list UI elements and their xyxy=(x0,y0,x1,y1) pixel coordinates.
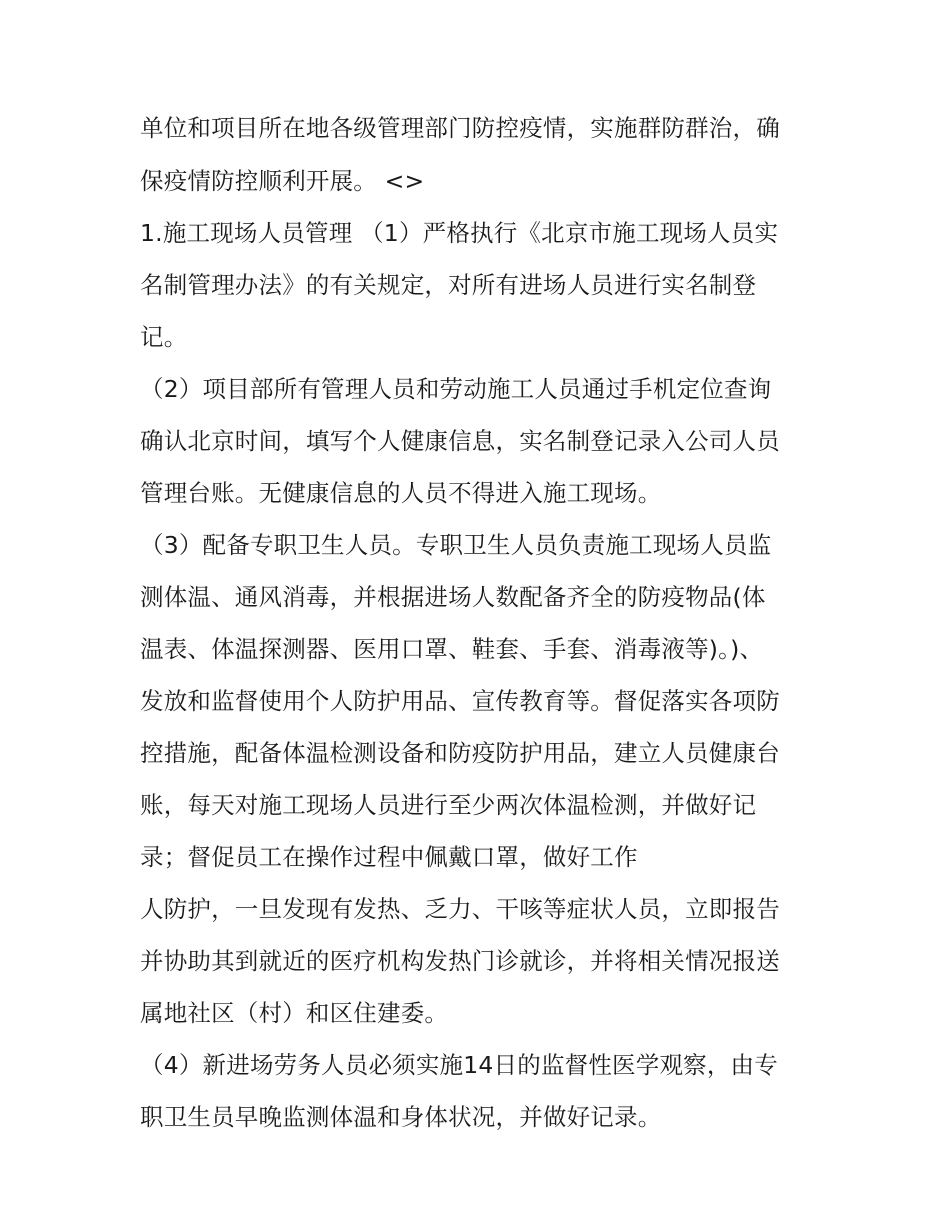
text-line: 保疫情防控顺利开展。 <> xyxy=(140,167,425,195)
text-line: 确认北京时间，填写个人健康信息，实名制登记录入公司人员 xyxy=(140,427,780,455)
text-line: 职卫生员早晚监测体温和身体状况，并做好记录。 xyxy=(140,1103,662,1131)
text-line: 发放和监督使用个人防护用品、宣传教育等。督促落实各项防 xyxy=(140,687,780,715)
text-line: 录；督促员工在操作过程中佩戴口罩，做好工作 xyxy=(140,843,638,871)
text-line: 温表、体温探测器、医用口罩、鞋套、手套、消毒液等)。)、 xyxy=(140,635,764,663)
text-line: 单位和项目所在地各级管理部门防控疫情，实施群防群治，确 xyxy=(140,114,780,142)
text-line: （2）项目部所有管理人员和劳动施工人员通过手机定位查询 xyxy=(140,375,772,403)
text-line: （3）配备专职卫生人员。专职卫生人员负责施工现场人员监 xyxy=(140,531,772,559)
text-line: 记。 xyxy=(140,323,188,351)
text-line: 并协助其到就近的医疗机构发热门诊就诊，并将相关情况报送 xyxy=(140,947,780,975)
text-line: 名制管理办法》的有关规定，对所有进场人员进行实名制登 xyxy=(140,271,757,299)
text-line: （4）新进场劳务人员必须实施14日的监督性医学观察，由专 xyxy=(140,1051,778,1079)
text-line: 属地社区（村）和区住建委。 xyxy=(140,999,449,1027)
text-line: 测体温、通风消毒，并根据进场人数配备齐全的防疫物品(体 xyxy=(140,583,766,611)
text-line: 人防护，一旦发现有发热、乏力、干咳等症状人员，立即报告 xyxy=(140,895,780,923)
text-line: 账，每天对施工现场人员进行至少两次体温检测，并做好记 xyxy=(140,791,757,819)
text-line: 1.施工现场人员管理 （1）严格执行《北京市施工现场人员实 xyxy=(140,219,779,247)
text-line: 管理台账。无健康信息的人员不得进入施工现场。 xyxy=(140,479,662,507)
text-line: 控措施，配备体温检测设备和防疫防护用品，建立人员健康台 xyxy=(140,739,780,767)
